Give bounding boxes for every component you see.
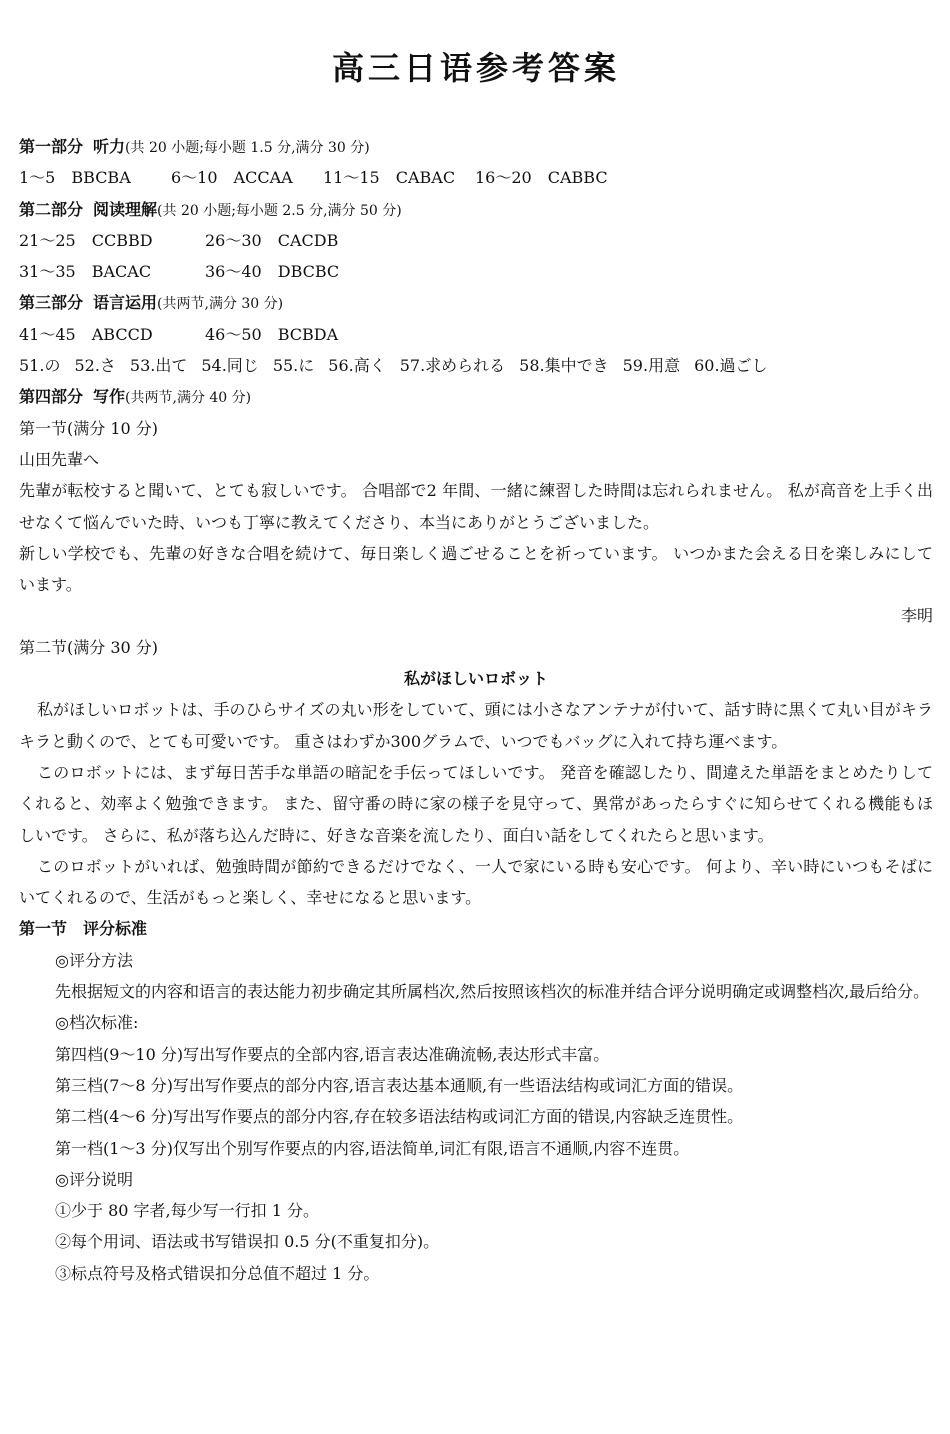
answer-body [19,131,933,1289]
part3-answers [19,319,933,350]
scoring-notes-title: ◎评分说明 [55,1169,133,1189]
answer-group: 31～35 BACAC [19,262,152,282]
part3-note: (共两节,满分 30 分) [157,296,284,313]
part3-heading [19,287,933,318]
part3-label: 第三部分 [19,293,84,313]
scoring-note: ①少于 80 字者,每少写一行扣 1 分。 [55,1201,319,1221]
scoring-note: ②每个用词、语法或书写错误扣 0.5 分(不重复扣分)。 [55,1232,440,1252]
part1-answers [19,162,933,193]
cloze-answer: 56.高く [328,356,386,376]
cloze-answer: 60.過ごし [694,356,768,376]
letter-paragraph: 新しい学校でも、先輩の好きな合唱を続けて、毎日楽しく過ごせることを祈っています。 いつかまた会える日を楽しみにしています。 [19,543,933,595]
part1-heading [19,131,933,162]
cloze-answer: 53.出て [129,356,188,376]
answer-group: 36～40 DBCBC [205,262,340,282]
part4-heading [19,381,933,412]
part1-name: 听力 [93,137,126,156]
scoring-note: ③标点符号及格式错误扣分总值不超过 1 分。 [55,1263,380,1283]
scoring-method-title: ◎评分方法 [55,950,133,970]
part2-label: 第二部分 [19,199,84,219]
answer-group: 16～20 CABBC [475,168,608,188]
letter-salutation: 山田先輩へ [19,449,100,469]
answer-group: 46～50 BCBDA [205,324,339,344]
cloze-answer: 55.に [272,356,315,376]
cloze-answer: 57.求められる [399,356,506,376]
part4-note: (共两节,满分 40 分) [125,390,252,407]
part2-heading [19,194,933,225]
part1-label: 第一部分 [19,137,84,156]
page-title: 高三日语参考答案 [331,49,620,87]
part1-note: (共 20 小题;每小题 1.5 分,满分 30 分) [125,140,370,156]
essay-paragraph: このロボットがいれば、勉強時間が節約できるだけでなく、一人で家にいる時も安心です。 何より、辛い時にいつもそばにいてくれるので、生活がもっと楽しく、幸せになると思います。 [19,856,933,908]
part2-note: (共 20 小题;每小题 2.5 分,满分 50 分) [157,202,402,219]
scoring-level: 第三档(7～8 分)写出写作要点的部分内容,语言表达基本通顺,有一些语法结构或词汇方面的错误。 [55,1075,744,1095]
scoring-heading: 第一节 评分标准 [19,919,148,939]
section2-heading: 第二节(满分 30 分) [19,637,159,657]
cloze-answer: 51.の [19,356,61,376]
section1-heading: 第一节(满分 10 分) [19,418,159,438]
answer-group: 41～45 ABCCD [19,324,153,344]
scoring-level: 第二档(4～6 分)写出写作要点的部分内容,存在较多语法结构或词汇方面的错误,内容缺乏连贯性。 [55,1107,744,1127]
answer-group: 1～5 BBCBA [19,168,131,188]
letter-paragraph: 先輩が転校すると聞いて、とても寂しいです。 合唱部で2 年間、一緒に練習した時間は忘れられません。 私が高音を上手く出せなくて悩んでいた時、いつも丁寧に教えてくださり、本当にありがとうございました。 [19,481,933,532]
answer-group: 11～15 CABAC [323,168,456,188]
part4-label: 第四部分 [19,387,84,407]
answer-group: 6～10 ACCAA [171,168,293,188]
scoring-level: 第一档(1～3 分)仅写出个别写作要点的内容,语法简单,词汇有限,语言不通顺,内容不连贯。 [55,1138,690,1158]
essay-title: 私がほしいロボット [403,669,548,689]
part2-answers-row [19,225,933,256]
part3-name: 语言运用 [93,293,158,313]
cloze-answer: 52.さ [74,356,116,376]
essay-paragraph: 私がほしいロボットは、手のひらサイズの丸い形をしていて、頭には小さなアンテナが付いて、話す時に黒くて丸い目がキラキラと動くので、とても可愛いです。 重さはわずか300グラムで、いつでもバッグに入れて持ち運べます。 [19,700,933,751]
part2-name: 阅读理解 [93,199,158,219]
scoring-level: 第四档(9～10 分)写出写作要点的全部内容,语言表达准确流畅,表达形式丰富。 [55,1044,610,1064]
cloze-answer: 58.集中でき [519,356,609,376]
essay-paragraph: このロボットには、まず毎日苦手な単語の暗記を手伝ってほしいです。 発音を確認したり、間違えた単語をまとめたりしてくれると、効率よく勉強できます。 また、留守番の時に家の様子を見守って、異常があったらすぐに知らせてくれる機能もほしいです。 さらに、私が落ち込んだ時に、好きな音楽を流したり、面白い話をしてくれたらと思います。 [19,762,933,845]
scoring-method-text: 先根据短文的内容和语言的表达能力初步确定其所属档次,然后按照该档次的标准并结合评分说明确定或调整档次,最后给分。 [55,982,930,1002]
part4-name: 写作 [93,387,126,407]
part2-answers-row [19,256,933,287]
answer-group: 21～25 CCBBD [19,230,153,250]
scoring-levels-title: ◎档次标准: [55,1013,139,1033]
cloze-answer: 59.用意 [622,356,681,376]
letter-signature: 李明 [900,606,933,626]
cloze-answer: 54.同じ [201,356,259,376]
part3-cloze-answers [19,350,933,381]
answer-group: 26～30 CACDB [205,230,339,250]
